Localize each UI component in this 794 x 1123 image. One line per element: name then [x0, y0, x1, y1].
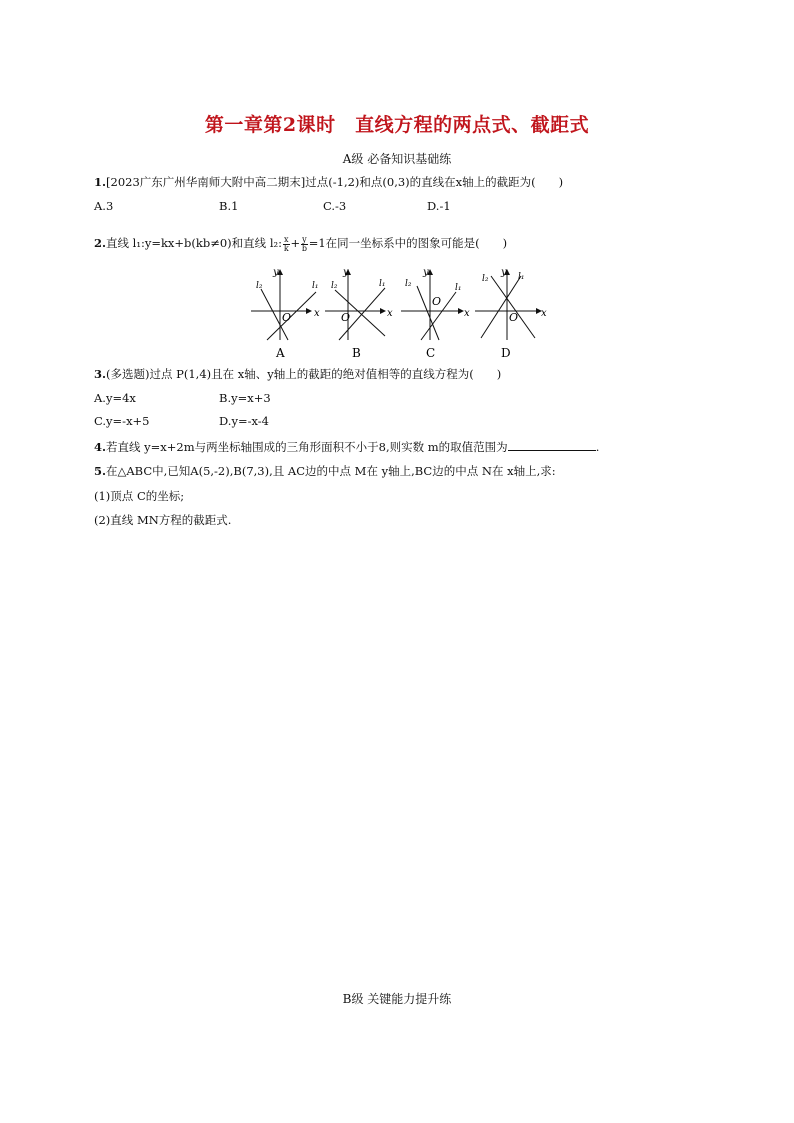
q3-option-c: C.y=-x+5	[94, 414, 150, 428]
graph-a	[251, 267, 320, 360]
graph-c-origin: O	[432, 295, 442, 308]
question-2-text-post: =1在同一坐标系中的图象可能是( )	[308, 236, 508, 250]
question-5-sub-2: (2)直线 MN方程的截距式.	[94, 513, 232, 527]
graph-a-l1-label: l₁	[312, 281, 319, 291]
graph-b-caption: B	[352, 346, 361, 360]
question-5-number: 5.	[94, 464, 107, 478]
section-b-heading: B级 关键能力提升练	[342, 992, 452, 1006]
question-3	[94, 366, 501, 382]
graph-a-x-label: x	[314, 308, 320, 319]
question-4-number: 4.	[94, 440, 107, 454]
q3-option-a: A.y=4x	[94, 391, 136, 405]
q3-option-d: D.y=-x-4	[219, 414, 269, 428]
graph-c-l1-label: l₁	[455, 283, 462, 293]
graph-d-origin: O	[509, 311, 519, 324]
graph-b-x-label: x	[387, 308, 393, 319]
question-3-text: (多选题)过点 P(1,4)且在 x轴、y轴上的截距的绝对值相等的直线方程为( )	[106, 367, 502, 381]
question-1	[94, 174, 563, 190]
q1-option-d: D.-1	[427, 199, 451, 213]
q1-option-c: C.-3	[323, 199, 347, 213]
q1-option-a: A.3	[94, 199, 114, 213]
graph-a-caption: A	[276, 346, 285, 360]
graph-a-y-label: y	[273, 267, 279, 278]
graph-c-caption: C	[426, 346, 436, 360]
graph-c	[401, 267, 470, 360]
question-5-sub-1: (1)顶点 C的坐标;	[94, 489, 185, 503]
graph-b-origin: O	[341, 311, 351, 324]
graph-b	[325, 267, 393, 360]
graph-d-y-label: y	[501, 267, 507, 278]
question-2-number: 2.	[94, 236, 107, 250]
graph-d-line-l1	[481, 276, 521, 338]
q1-option-b: B.1	[219, 199, 239, 213]
question-2-text-pre: 直线 l₁:y=kx+b(kb≠0)和直线 l₂:	[106, 236, 282, 250]
question-1-text: [2023广东广州华南师大附中高二期末]过点(-1,2)和点(0,3)的直线在x轴上的截距为( )	[106, 175, 564, 189]
graph-c-x-label: x	[464, 308, 470, 319]
plus-sign: +	[290, 236, 301, 250]
graph-d-x-label: x	[541, 308, 547, 319]
fraction-y-over-b: $\frac{y}{b}$	[301, 234, 307, 253]
graph-a-origin: O	[282, 311, 292, 324]
question-5-text: 在△ABC中,已知A(5,-2),B(7,3),且 AC边的中点 M在 y轴上,BC边的中点 N在 x轴上,求:	[106, 464, 556, 478]
q3-option-b: B.y=x+3	[219, 391, 271, 405]
graph-a-line-l1	[267, 292, 316, 340]
question-3-number: 3.	[94, 367, 107, 381]
question-1-number: 1.	[94, 175, 107, 189]
fraction-x-over-k: $\frac{x}{k}$	[283, 234, 289, 253]
graph-b-l1-label: l₁	[379, 279, 386, 289]
question-4-end: .	[595, 440, 600, 454]
graph-b-y-label: y	[343, 267, 349, 278]
question-2	[94, 232, 507, 254]
question-5	[94, 463, 556, 479]
question-4	[94, 439, 599, 455]
answer-blank[interactable]	[508, 439, 596, 451]
graph-d	[475, 267, 547, 360]
q2-graph-options	[245, 262, 555, 360]
graph-c-l2-label: l₂	[405, 279, 412, 289]
graph-d-caption: D	[501, 346, 511, 360]
question-4-text: 若直线 y=x+2m与两坐标轴围成的三角形面积不小于8,则实数 m的取值范围为	[106, 440, 508, 454]
graph-a-l2-label: l₂	[256, 281, 263, 291]
section-a-heading: A级 必备知识基础练	[342, 152, 452, 166]
graph-c-y-label: y	[423, 267, 429, 278]
graph-d-line-l2	[491, 276, 535, 338]
graph-d-l2-label: l₂	[482, 274, 489, 284]
page-title: 第一章第2课时 直线方程的两点式、截距式	[204, 114, 590, 136]
graph-b-l2-label: l₂	[331, 281, 338, 291]
graph-d-l1-label: l₁	[518, 272, 525, 282]
